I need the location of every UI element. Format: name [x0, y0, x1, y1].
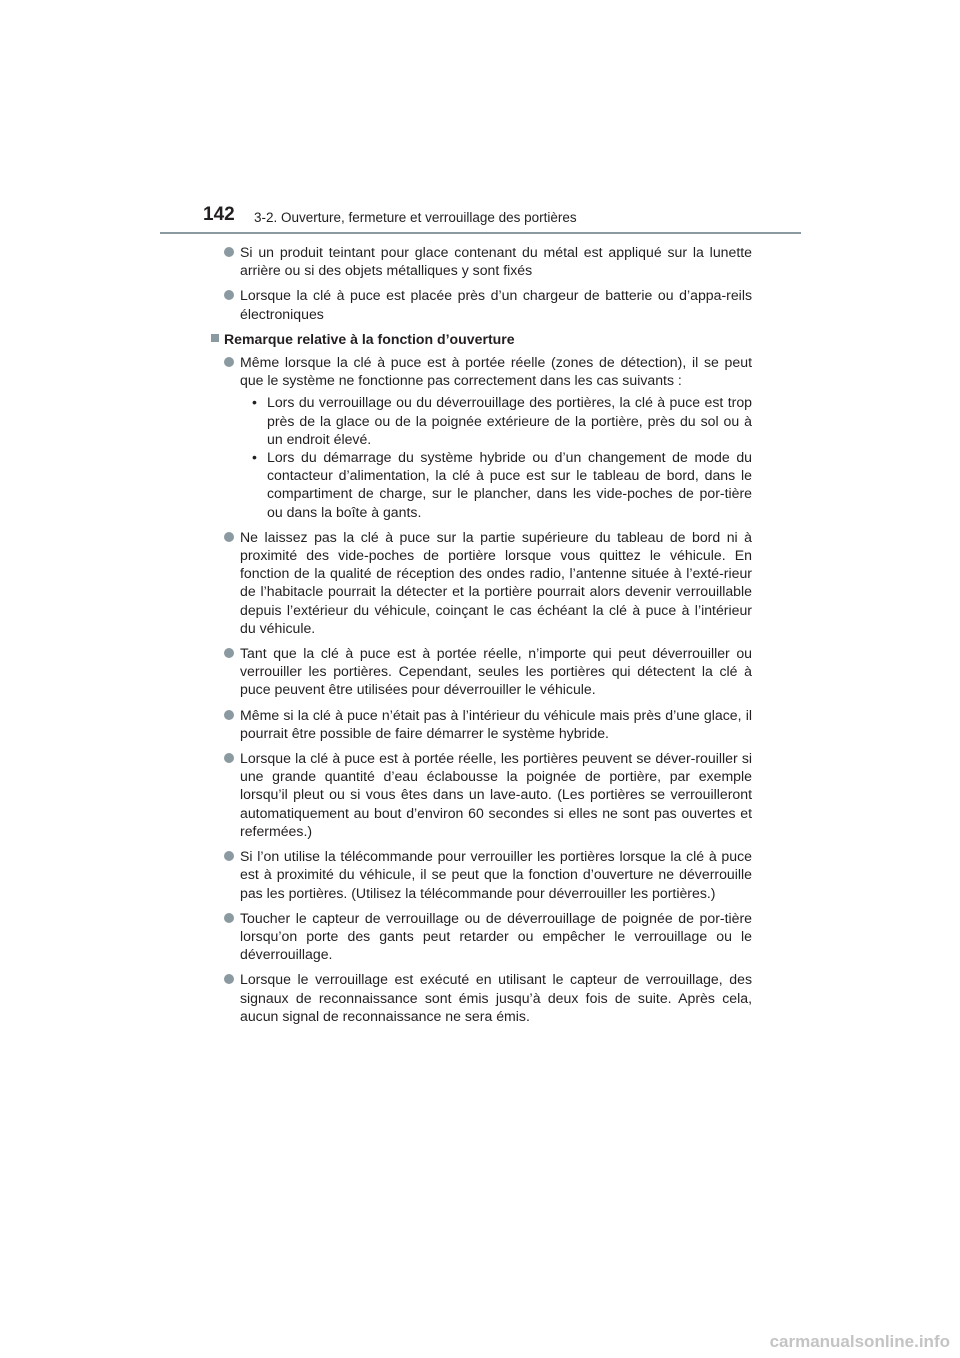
small-bullet-icon: •: [252, 394, 257, 411]
header-divider: [160, 232, 801, 234]
sub-list-item: [240, 448, 752, 521]
bullet-icon: [224, 851, 234, 861]
section-heading-text: Remarque relative à la fonction d’ouverture: [224, 330, 515, 347]
sub-list: [240, 393, 752, 520]
bullet-icon: [224, 247, 234, 257]
item-text: Lorsque la clé à puce est placée près d’un chargeur de batterie ou d’appa-reils électroniques: [240, 287, 752, 322]
bullet-icon: [224, 710, 234, 720]
square-bullet-icon: [211, 334, 219, 342]
list-item: [224, 909, 752, 964]
item-text: Lorsque la clé à puce est à portée réelle, les portières peuvent se déver-rouiller si une grande quantité d’eau éclabousse la poignée de portière, par exemple lorsqu’il pleut ou si vous êtes dans un lave-auto. (Les portières se verrouilleront automatiquement au bout d’environ 60 secondes si elles ne sont pas ouvertes et refermées.): [240, 750, 752, 839]
item-text: Ne laissez pas la clé à puce sur la partie supérieure du tableau de bord ni à proximité des vide-poches de portière lorsque vous quittez le véhicule. En fonction de la qualité de réception des ondes radio, l’antenne située à l’exté-rieur de l’habitacle pourrait la détecter et la portière pourrait alors devenir verrouillable depuis l’extérieur du véhicule, coinçant le cas échéant la clé à puce à l’intérieur du véhicule.: [240, 528, 752, 636]
section-title: 3-2. Ouverture, fermeture et verrouillage des portières: [254, 210, 577, 225]
sub-item-text: Lors du démarrage du système hybride ou d’un changement de mode du contacteur d’alimentation, la clé à puce est sur le tableau de bord, dans le compartiment de charge, sur le plancher, dans les vide-poches de por-tière ou dans la boîte à gants.: [267, 449, 752, 520]
list-item: [224, 970, 752, 1025]
item-text: Même lorsque la clé à puce est à portée réelle (zones de détection), il se peut que le système ne fonctionne pas correctement dans les cas suivants :: [240, 354, 752, 389]
small-bullet-icon: •: [252, 449, 257, 466]
bullet-icon: [224, 753, 234, 763]
list-item: [224, 644, 752, 699]
bullet-icon: [224, 290, 234, 300]
bullet-icon: [224, 913, 234, 923]
list-item: [224, 749, 752, 840]
sub-item-text: Lors du verrouillage ou du déverrouillage des portières, la clé à puce est trop près de la glace ou de la poignée extérieure de la portière, près du sol ou à un endroit élevé.: [267, 394, 752, 447]
section-heading: [211, 330, 752, 348]
bullet-icon: [224, 974, 234, 984]
list-item: [224, 847, 752, 902]
item-text: Tant que la clé à puce est à portée réelle, n’importe qui peut déverrouiller ou verrouiller les portières. Cependant, seules les portières qui détectent la clé à puce peuvent être utilisées pour déverrouiller le véhicule.: [240, 645, 752, 698]
sub-list-item: [240, 393, 752, 448]
list-item: [224, 706, 752, 742]
page-number: 142: [203, 204, 235, 225]
item-text: Même si la clé à puce n’était pas à l’intérieur du véhicule mais près d’une glace, il pourrait être possible de faire démarrer le système hybride.: [240, 706, 752, 741]
item-text: Toucher le capteur de verrouillage ou de déverrouillage de poignée de por-tière lorsqu’on porte des gants peut retarder ou empêcher le verrouillage ou le déverrouillage.: [240, 909, 752, 963]
list-item: [224, 353, 752, 521]
list-item: [224, 286, 752, 322]
watermark: carmanualsonline.info: [769, 1332, 950, 1351]
page-content: [224, 243, 752, 1032]
bullet-icon: [224, 532, 234, 542]
item-text: Si un produit teintant pour glace contenant du métal est appliqué sur la lunette arrière ou si des objets métalliques y sont fixés: [240, 244, 752, 279]
page-header: [0, 0, 960, 240]
item-text: Lorsque le verrouillage est exécuté en utilisant le capteur de verrouillage, des signaux de reconnaissance sont émis jusqu’à deux fois de suite. Après cela, aucun signal de reconnaissance ne sera émis.: [240, 971, 752, 1024]
list-item: [224, 243, 752, 279]
list-item: [224, 528, 752, 637]
item-text: Si l’on utilise la télécommande pour verrouiller les portières lorsque la clé à puce est à proximité du véhicule, il se peut que la fonction d’ouverture ne déverrouille pas les portières. (Utilisez la télécommande pour déverrouiller les portières.): [240, 848, 752, 901]
bullet-icon: [224, 648, 234, 658]
bullet-icon: [224, 357, 234, 367]
